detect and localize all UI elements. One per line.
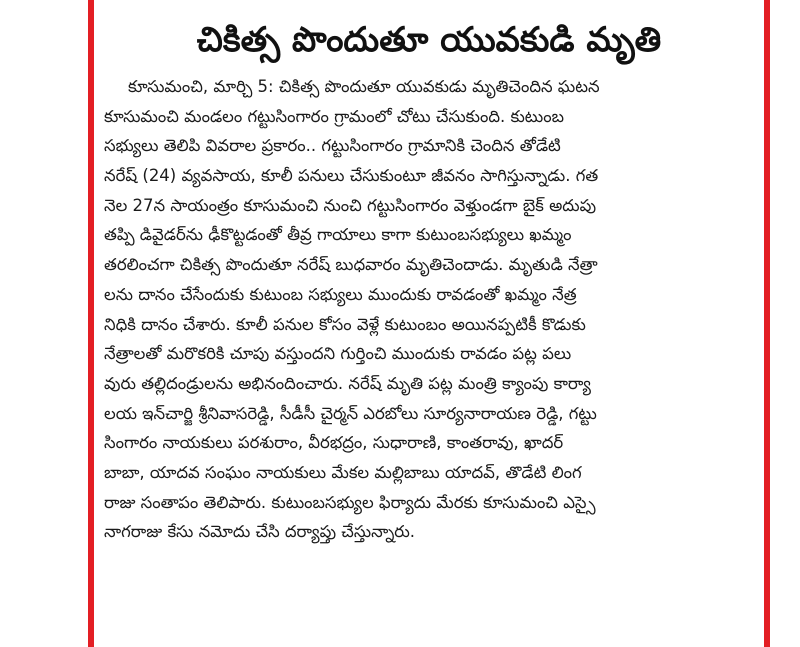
body-line: నరేష్ (24) వ్యవసాయ, కూలీ పనులు చేసుకుంటూ జీవనం సాగిస్తున్నాడు. గత <box>104 166 599 186</box>
body-line: సింగారం నాయకులు పరశురాం, వీరభద్రం, సుధారాణి, కాంతరావు, ఖాదర్ <box>104 433 564 453</box>
body-line: తరలించగా చికిత్స పొందుతూ నరేష్ బుధవారం మృతిచెందాడు. మృతుడి నేత్రా <box>104 255 598 275</box>
article-body <box>104 72 754 547</box>
body-line: నిధికి దానం చేశారు. కూలీ పనుల కోసం వెళ్లే కుటుంబం అయినప్పటికీ కొడుకు <box>104 314 586 334</box>
body-line: బాబా, యాదవ సంఘం నాయకులు మేకల మల్లిబాబు యాదవ్, తొడేటి లింగ <box>104 462 582 482</box>
body-line: కూసుమంచి, మార్చి 5: చికిత్స పొందుతూ యువకుడు మృతిచెందిన ఘటన <box>128 77 600 96</box>
article <box>104 0 754 647</box>
body-line: లయ ఇన్‌చార్జి శ్రీనివాసరెడ్డి, సీడీసీ చైర్మన్ ఎరబోలు సూర్యనారాయణ రెడ్డి, గట్టు <box>104 403 597 423</box>
headline: చికిత్స పొందుతూ యువకుడి మృతి <box>196 20 662 60</box>
body-line: సభ్యులు తెలిపి వివరాల ప్రకారం.. గట్టుసింగారం గ్రామానికి చెందిన తోడేటి <box>104 136 561 156</box>
left-red-border <box>88 0 94 647</box>
body-line: నాగరాజు కేసు నమోదు చేసి దర్యాప్తు చేస్తున్నారు. <box>104 522 416 542</box>
body-line: రాజు సంతాపం తెలిపారు. కుటుంబసభ్యుల ఫిర్యాదు మేరకు కూసుమంచి ఎస్సై <box>104 492 596 512</box>
body-line: నెల 27న సాయంత్రం కూసుమంచి నుంచి గట్టుసింగారం వెళ్తుండగా బైక్ అదుపు <box>104 195 597 215</box>
right-red-border <box>764 0 770 647</box>
body-line: నేత్రాలతో మరొకరికి చూపు వస్తుందని గుర్తించి ముందుకు రావడం పట్ల పలు <box>104 344 572 364</box>
body-line: లను దానం చేసేందుకు కుటుంబ సభ్యులు ముందుకు రావడంతో ఖమ్మం నేత్ర <box>104 284 577 304</box>
body-line: వురు తల్లిదండ్రులను అభినందించారు. నరేష్ మృతి పట్ల మంత్రి క్యాంపు కార్యా <box>104 373 591 393</box>
body-line: తప్పి డివైడర్‌ను ఢీకొట్టడంతో తీవ్ర గాయాలు కాగా కుటుంబసభ్యులు ఖమ్మం <box>104 225 572 245</box>
body-line: కూసుమంచి మండలం గట్టుసింగారం గ్రామంలో చోటు చేసుకుంది. కుటుంబ <box>104 106 564 126</box>
